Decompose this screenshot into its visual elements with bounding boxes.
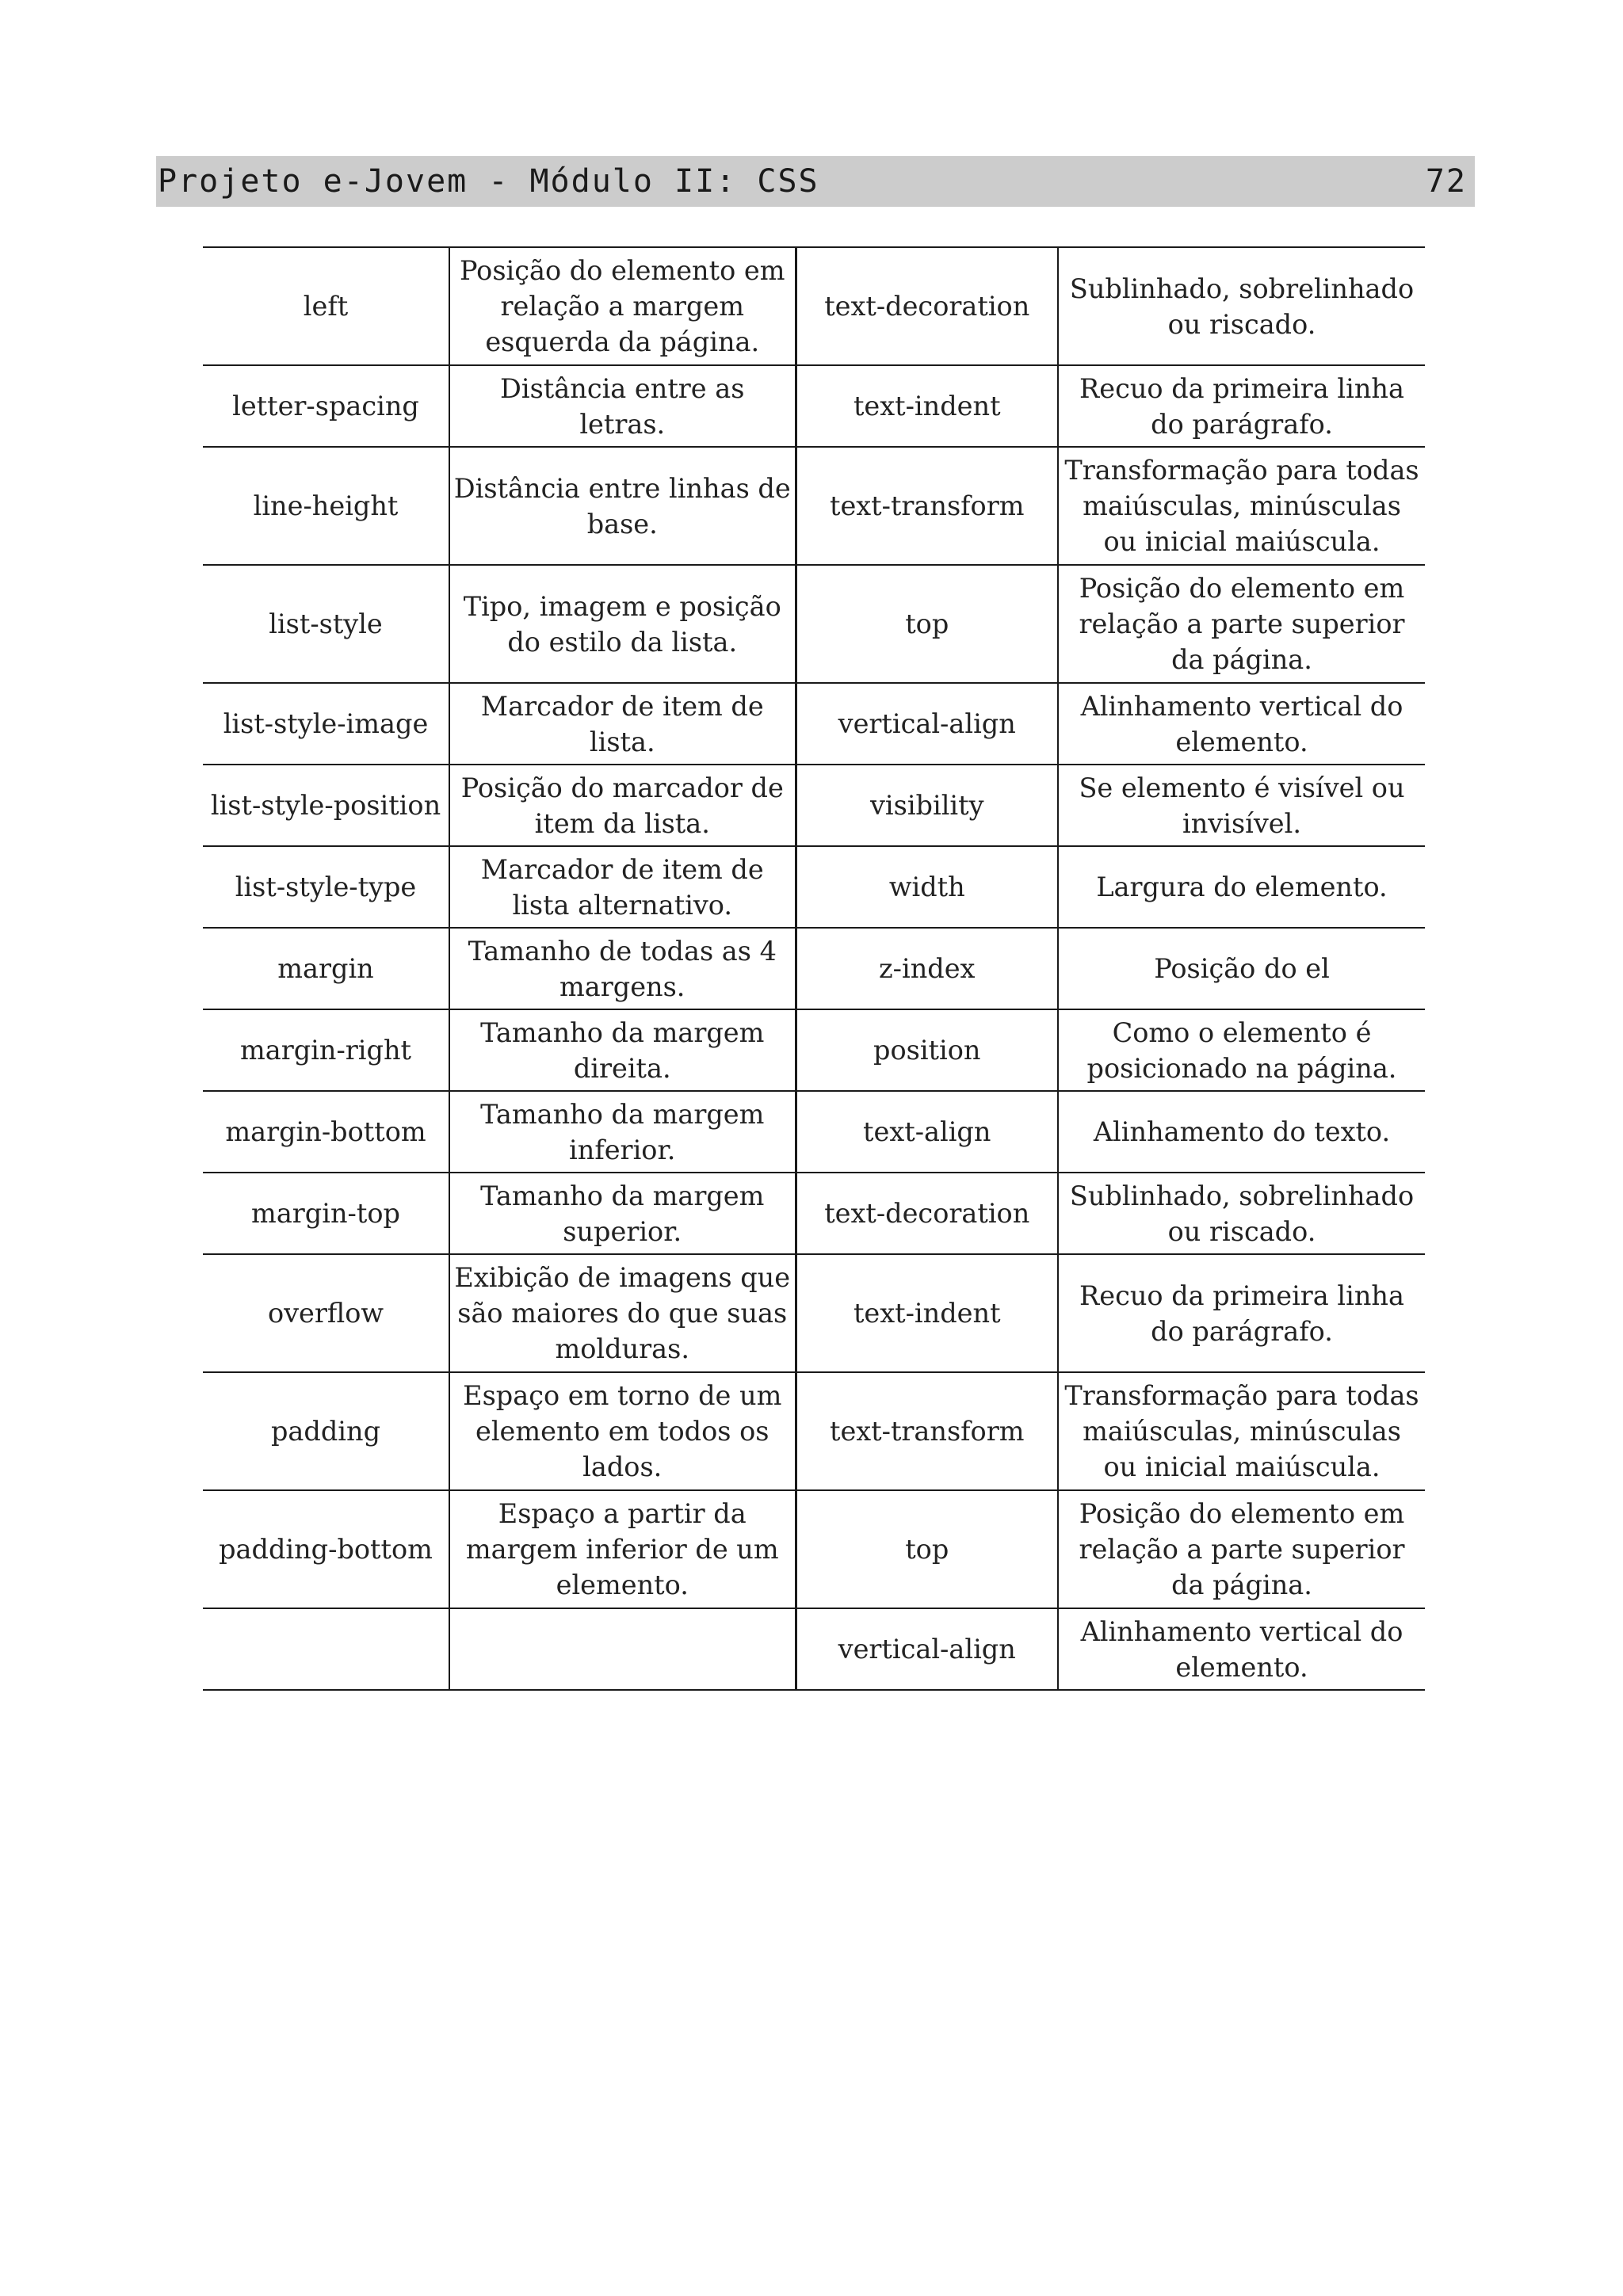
page-header <box>156 156 1475 207</box>
description-cell: Marcador de item de lista alternativo. <box>449 846 796 928</box>
description-cell: Sublinhado, sobrelinhado ou riscado. <box>1058 247 1425 365</box>
property-cell: margin-bottom <box>203 1091 449 1173</box>
description-cell: Tamanho da margem direita. <box>449 1009 796 1091</box>
table-row <box>203 1173 1425 1254</box>
table-row <box>203 1091 1425 1173</box>
property-cell: overflow <box>203 1254 449 1372</box>
property-cell: text-indent <box>796 1254 1058 1372</box>
description-cell: Posição do elemento em relação a parte superior da página. <box>1058 1490 1425 1608</box>
description-cell: Recuo da primeira linha do parágrafo. <box>1058 1254 1425 1372</box>
description-cell: Distância entre linhas de base. <box>449 447 796 565</box>
description-cell: Espaço em torno de um elemento em todos os lados. <box>449 1372 796 1490</box>
table-row <box>203 1490 1425 1608</box>
table-row <box>203 565 1425 683</box>
property-cell: text-indent <box>796 365 1058 447</box>
description-cell <box>449 1608 796 1690</box>
description-cell: Posição do marcador de item da lista. <box>449 765 796 846</box>
description-cell: Recuo da primeira linha do parágrafo. <box>1058 365 1425 447</box>
property-cell: text-align <box>796 1091 1058 1173</box>
table-row <box>203 1372 1425 1490</box>
property-cell: top <box>796 565 1058 683</box>
description-cell: Transformação para todas maiúsculas, minúsculas ou inicial maiúscula. <box>1058 1372 1425 1490</box>
table-body <box>203 247 1425 1690</box>
property-cell: position <box>796 1009 1058 1091</box>
table-row <box>203 447 1425 565</box>
description-cell: Alinhamento vertical do elemento. <box>1058 683 1425 765</box>
description-cell: Transformação para todas maiúsculas, minúsculas ou inicial maiúscula. <box>1058 447 1425 565</box>
description-cell: Marcador de item de lista. <box>449 683 796 765</box>
property-cell: margin-top <box>203 1173 449 1254</box>
description-cell: Tamanho da margem superior. <box>449 1173 796 1254</box>
table-row <box>203 365 1425 447</box>
description-cell: Posição do el <box>1058 928 1425 1009</box>
property-cell: vertical-align <box>796 683 1058 765</box>
property-cell: list-style-image <box>203 683 449 765</box>
property-cell: list-style <box>203 565 449 683</box>
property-cell: left <box>203 247 449 365</box>
property-cell: margin <box>203 928 449 1009</box>
table-row <box>203 846 1425 928</box>
property-cell: z-index <box>796 928 1058 1009</box>
property-cell: padding-bottom <box>203 1490 449 1608</box>
description-cell: Posição do elemento em relação a parte superior da página. <box>1058 565 1425 683</box>
property-cell: list-style-position <box>203 765 449 846</box>
property-cell: text-transform <box>796 1372 1058 1490</box>
table-row <box>203 765 1425 846</box>
description-cell: Alinhamento do texto. <box>1058 1091 1425 1173</box>
table-row <box>203 1254 1425 1372</box>
description-cell: Distância entre as letras. <box>449 365 796 447</box>
property-cell: margin-right <box>203 1009 449 1091</box>
description-cell: Posição do elemento em relação a margem esquerda da página. <box>449 247 796 365</box>
table-row <box>203 1608 1425 1690</box>
header-title: Projeto e-Jovem - Módulo II: CSS <box>158 163 819 200</box>
property-cell: visibility <box>796 765 1058 846</box>
description-cell: Alinhamento vertical do elemento. <box>1058 1608 1425 1690</box>
property-cell: text-decoration <box>796 247 1058 365</box>
property-cell: vertical-align <box>796 1608 1058 1690</box>
description-cell: Como o elemento é posicionado na página. <box>1058 1009 1425 1091</box>
description-cell: Tamanho da margem inferior. <box>449 1091 796 1173</box>
page-number: 72 <box>1425 163 1467 200</box>
property-cell: width <box>796 846 1058 928</box>
property-cell: list-style-type <box>203 846 449 928</box>
property-cell: text-decoration <box>796 1173 1058 1254</box>
table-row <box>203 683 1425 765</box>
css-properties-table <box>203 246 1425 1691</box>
table-row <box>203 247 1425 365</box>
description-cell: Espaço a partir da margem inferior de um elemento. <box>449 1490 796 1608</box>
table-row <box>203 928 1425 1009</box>
description-cell: Sublinhado, sobrelinhado ou riscado. <box>1058 1173 1425 1254</box>
table-row <box>203 1009 1425 1091</box>
property-cell: text-transform <box>796 447 1058 565</box>
property-cell: top <box>796 1490 1058 1608</box>
property-cell: line-height <box>203 447 449 565</box>
property-cell: padding <box>203 1372 449 1490</box>
property-cell: letter-spacing <box>203 365 449 447</box>
description-cell: Exibição de imagens que são maiores do que suas molduras. <box>449 1254 796 1372</box>
description-cell: Tamanho de todas as 4 margens. <box>449 928 796 1009</box>
property-cell <box>203 1608 449 1690</box>
description-cell: Tipo, imagem e posição do estilo da lista. <box>449 565 796 683</box>
description-cell: Largura do elemento. <box>1058 846 1425 928</box>
description-cell: Se elemento é visível ou invisível. <box>1058 765 1425 846</box>
